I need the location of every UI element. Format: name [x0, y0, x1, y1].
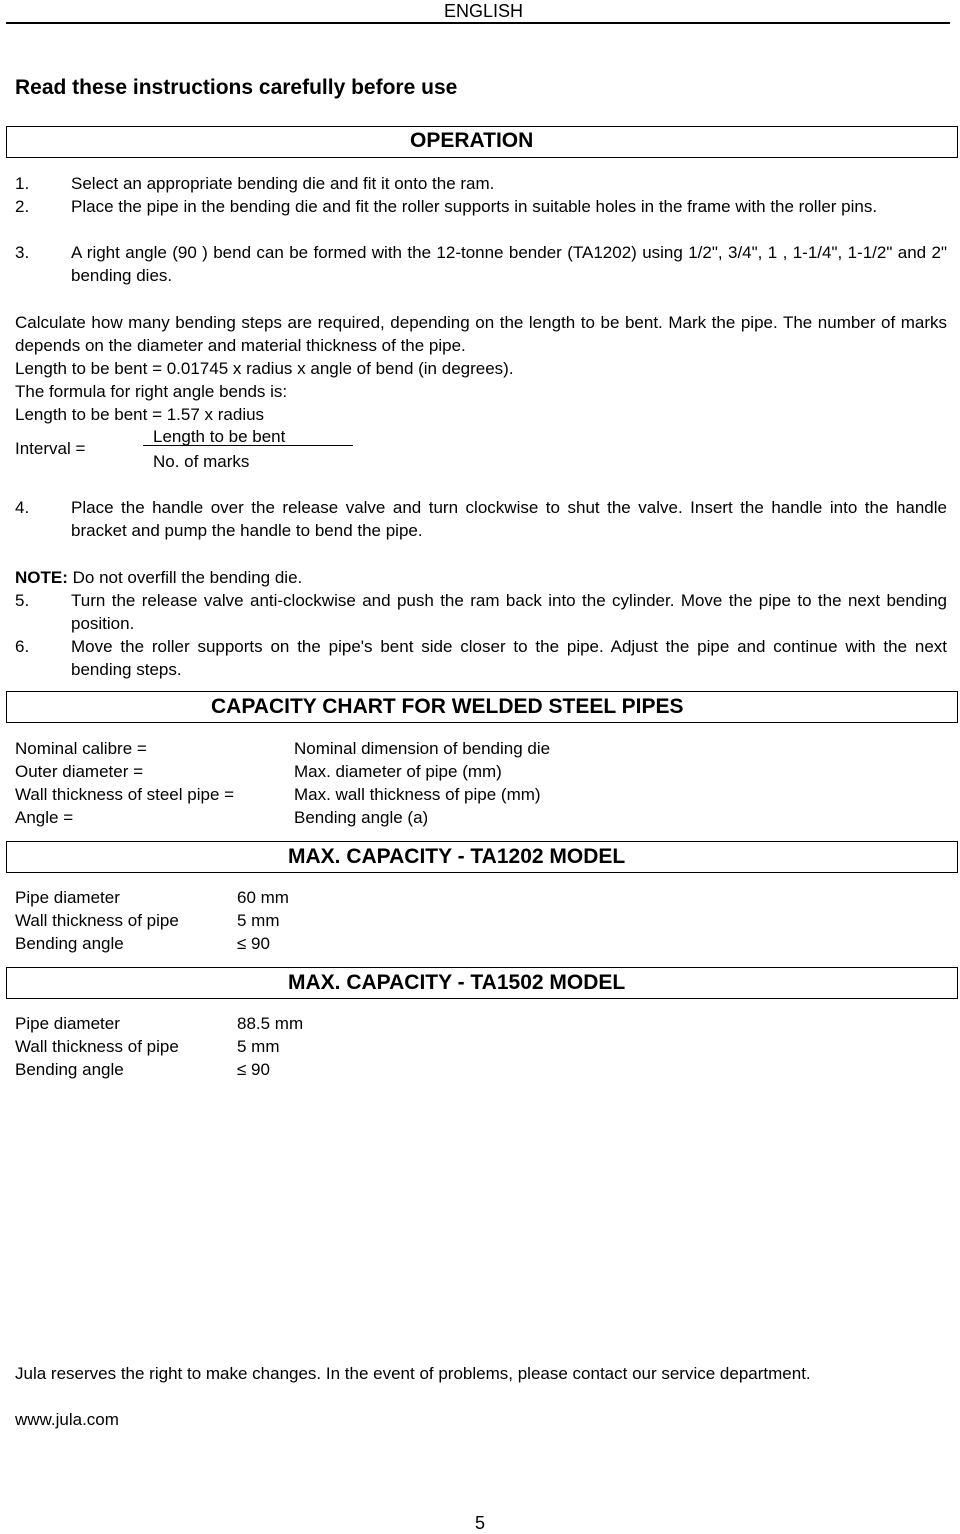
footer-website-link[interactable]: www.jula.com	[15, 1410, 119, 1429]
page-number: 5	[475, 1513, 486, 1533]
interval-numerator: Length to be bent	[153, 427, 286, 446]
ta1502-heading-box	[6, 967, 958, 999]
step-6-number: 6.	[15, 637, 30, 656]
ta1202-heading-box	[6, 841, 958, 873]
ta1502-heading: MAX. CAPACITY - TA1502 MODEL	[288, 971, 626, 994]
footer-disclaimer: Jula reserves the right to make changes. In the event of problems, please contact our service department.	[15, 1364, 811, 1383]
step-3-number: 3.	[15, 243, 30, 262]
formula-right-angle: Length to be bent = 1.57 x radius	[15, 405, 265, 424]
page-title: Read these instructions carefully before use	[15, 76, 458, 99]
step-1-number: 1.	[15, 174, 30, 193]
spec-value: 5 mm	[237, 1037, 280, 1056]
definition-term: Wall thickness of steel pipe =	[15, 785, 235, 804]
capacity-chart-heading-box	[6, 691, 958, 723]
header-rule	[6, 22, 950, 24]
operation-heading: OPERATION	[410, 129, 534, 152]
step-3-text: A right angle (90 ) bend can be formed with the 12-tonne bender (TA1202) using 1/2", 3/4", 1 , 1-1/4", 1-1/2" and 2" bending dies.	[71, 243, 947, 285]
definition-term: Angle =	[15, 808, 74, 827]
step-5-text: Turn the release valve anti-clockwise and push the ram back into the cylinder. Move the pipe to the next bending position.	[71, 591, 947, 633]
spec-value: ≤ 90	[237, 934, 270, 953]
header-language: ENGLISH	[443, 1, 523, 21]
calculation-paragraph: Calculate how many bending steps are required, depending on the length to be bent. Mark the pipe. The number of marks depends on the diameter and material thickness of the pipe.	[15, 313, 947, 355]
note-label: NOTE:	[15, 568, 68, 587]
spec-label: Wall thickness of pipe	[15, 1037, 179, 1056]
note-text: Do not overfill the bending die.	[67, 568, 303, 587]
spec-label: Pipe diameter	[15, 1014, 120, 1033]
spec-label: Wall thickness of pipe	[15, 911, 179, 930]
spec-value: 88.5 mm	[237, 1014, 304, 1033]
step-2-number: 2.	[15, 197, 30, 216]
definition-value: Bending angle (a)	[294, 808, 429, 827]
spec-label: Bending angle	[15, 934, 124, 953]
step-1-text: Select an appropriate bending die and fit it onto the ram.	[71, 174, 495, 193]
step-5-number: 5.	[15, 591, 30, 610]
spec-label: Pipe diameter	[15, 888, 120, 907]
spec-label: Bending angle	[15, 1060, 124, 1079]
step-4-number: 4.	[15, 498, 30, 517]
definition-term: Nominal calibre =	[15, 739, 147, 758]
interval-denominator: No. of marks	[153, 452, 250, 471]
spec-value: 60 mm	[237, 888, 289, 907]
definition-value: Nominal dimension of bending die	[294, 739, 551, 758]
spec-value: ≤ 90	[237, 1060, 270, 1079]
formula-intro: The formula for right angle bends is:	[15, 382, 288, 401]
interval-label: Interval =	[15, 439, 86, 458]
definition-term: Outer diameter =	[15, 762, 144, 781]
step-6-text: Move the roller supports on the pipe's bent side closer to the pipe. Adjust the pipe and continue with the next bending steps.	[71, 637, 947, 679]
note	[15, 566, 302, 589]
capacity-chart-heading: CAPACITY CHART FOR WELDED STEEL PIPES	[211, 695, 684, 718]
definition-value: Max. diameter of pipe (mm)	[294, 762, 502, 781]
fraction-line	[143, 445, 353, 446]
spec-value: 5 mm	[237, 911, 280, 930]
step-4-text: Place the handle over the release valve and turn clockwise to shut the valve. Insert the handle into the handle bracket and pump the handle to bend the pipe.	[71, 498, 947, 540]
step-2-text: Place the pipe in the bending die and fit the roller supports in suitable holes in the frame with the roller pins.	[71, 197, 878, 216]
formula-general: Length to be bent = 0.01745 x radius x angle of bend (in degrees).	[15, 359, 514, 378]
definition-value: Max. wall thickness of pipe (mm)	[294, 785, 541, 804]
ta1202-heading: MAX. CAPACITY - TA1202 MODEL	[288, 845, 626, 868]
operation-heading-box	[6, 126, 958, 158]
